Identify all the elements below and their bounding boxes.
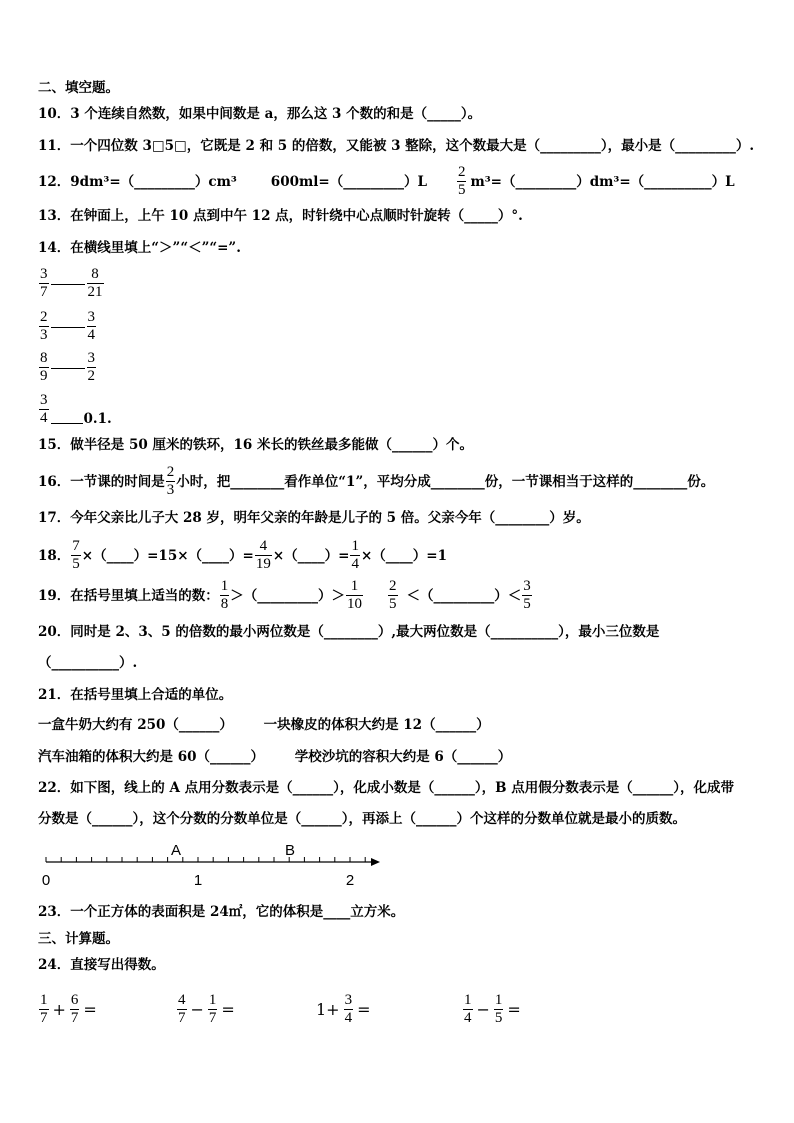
q21-item-milk: 一盒牛奶大约有 250（______） [38, 717, 233, 733]
q21-item-tank: 汽车油箱的体积大约是 60（______） [38, 749, 264, 765]
q19-part-b: ＞（_________）＞ [230, 587, 346, 604]
number-line-ticks [46, 857, 365, 862]
question-11: 11．一个四位数 3□5□，它既是 2 和 5 的倍数，又能被 3 整除，这个数最大是（_________），最小是（_________）. [38, 138, 755, 154]
q21-row-1 [38, 717, 490, 733]
c1-op: + [52, 1000, 66, 1019]
c2-frac-b: $\frac{1}{7}$ [208, 992, 217, 1026]
question-20-a: 20．同时是 2、3、5 的倍数的最小两位数是（________）,最大两位数是（__________），最小三位数是 [38, 624, 660, 640]
q14-r4-left: $\frac{3}{4}$ [40, 392, 48, 426]
q18-frac-1: $\frac{7}{5}$ [72, 538, 80, 572]
q16-part-a: 16．一节课的时间是 [38, 473, 165, 490]
point-b-label: B [284, 842, 296, 859]
c4-eq: = [507, 1000, 521, 1019]
number-line [30, 838, 390, 890]
question-24-title: 24．直接写出得数。 [38, 957, 165, 973]
q14-r1-blank [51, 284, 85, 285]
q21-item-eraser: 一块橡皮的体积大约是 12（______） [263, 717, 490, 733]
q14-r2-right: $\frac{3}{4}$ [87, 309, 95, 343]
q19-part-a: 19．在括号里填上适当的数： [38, 587, 219, 604]
q14-r3-blank [51, 368, 85, 369]
calc-item-1 [38, 992, 100, 1027]
q14-r1-left: $\frac{3}{7}$ [40, 266, 48, 300]
calc-item-4 [462, 992, 524, 1027]
q18-part-2: ×（____）= [272, 547, 350, 564]
c3-eq: = [357, 1000, 371, 1019]
c2-frac-a: $\frac{4}{7}$ [178, 992, 186, 1026]
q14-r2-left: $\frac{2}{3}$ [40, 309, 48, 343]
q12-fraction [457, 164, 467, 199]
tick-label-0: 0 [41, 872, 51, 889]
c1-frac-a: $\frac{1}{7}$ [40, 992, 48, 1026]
q18-part-1: ×（____）=15×（____）= [81, 547, 254, 564]
calc-item-3 [316, 992, 374, 1027]
question-15: 15．做半径是 50 厘米的铁环，16 米长的铁丝最多能做（______）个。 [38, 437, 473, 453]
q19-part-c: ＜（_________）＜ [406, 587, 522, 604]
question-10: 10．3 个连续自然数，如果中间数是 a，那么这 3 个数的和是（_____）。 [38, 106, 482, 122]
section-calc-title: 三、计算题。 [38, 931, 119, 947]
q12-part-c: m³=（_________）dm³=（__________）L [470, 173, 735, 190]
c4-frac-b: $\frac{1}{5}$ [494, 992, 503, 1026]
q16-part-b: 小时，把________看作单位“1”，平均分成________份，一节课相当于这样的________份。 [176, 473, 715, 490]
question-22-b: 分数是（______），这个分数的分数单位是（______），再添上（______）个这样的分数单位就是最小的质数。 [38, 811, 686, 827]
question-21-title: 21．在括号里填上合适的单位。 [38, 687, 233, 703]
q19-frac-1: $\frac{1}{8}$ [220, 578, 229, 612]
section-fill-title: 二、填空题。 [38, 80, 119, 96]
q14-r2-blank [51, 327, 85, 328]
q18-part-3: ×（____）=1 [360, 547, 447, 564]
question-23: 23．一个正方体的表面积是 24㎡，它的体积是____立方米。 [38, 904, 405, 920]
question-13: 13．在钟面上，上午 10 点到中午 12 点，时针绕中心点顺时针旋转（_____）°. [38, 208, 523, 224]
q14-row-2 [38, 309, 97, 344]
q18-label: 18． [38, 547, 71, 564]
question-12 [38, 164, 735, 199]
question-19 [38, 578, 533, 613]
number-line-arrow [371, 858, 380, 866]
c4-op: − [476, 1000, 490, 1019]
c3-frac-b: $\frac{3}{4}$ [344, 992, 353, 1026]
point-a-label: A [170, 842, 182, 859]
q14-r4-blank [51, 423, 83, 424]
q14-row-1 [38, 266, 105, 301]
tick-label-2: 2 [345, 872, 355, 889]
calc-item-2 [176, 992, 238, 1027]
q21-item-sandpit: 学校沙坑的容积大约是 6（______） [294, 749, 512, 765]
q12-frac-den: 5 [457, 182, 466, 198]
q18-frac-3: $\frac{1}{4}$ [351, 538, 359, 572]
tick-label-1: 1 [193, 872, 203, 889]
q21-row-2 [38, 749, 511, 765]
question-22-a: 22．如下图，线上的 A 点用分数表示是（______），化成小数是（______），B 点用假分数表示是（______），化成带 [38, 780, 735, 796]
q16-fraction: $\frac{2}{3}$ [166, 464, 175, 498]
question-18 [38, 538, 447, 573]
question-20-b: （__________）. [38, 655, 138, 671]
q19-frac-4: $\frac{3}{5}$ [523, 578, 531, 612]
q19-frac-3: $\frac{2}{5}$ [389, 578, 397, 612]
q14-row-4 [38, 392, 112, 427]
q14-r1-right: $\frac{8}{21}$ [87, 266, 103, 300]
c2-op: − [190, 1000, 204, 1019]
q18-frac-2: $\frac{4}{19}$ [255, 538, 271, 572]
q19-frac-2: $\frac{1}{10}$ [347, 578, 363, 612]
c1-eq: = [83, 1000, 97, 1019]
q14-r4-tail: 0.1. [83, 411, 112, 427]
c3-op: 1+ [316, 1000, 340, 1019]
c1-frac-b: $\frac{6}{7}$ [70, 992, 79, 1026]
question-16 [38, 464, 714, 499]
c2-eq: = [221, 1000, 235, 1019]
question-17: 17．今年父亲比儿子大 28 岁，明年父亲的年龄是儿子的 5 倍。父亲今年（________）岁。 [38, 510, 590, 526]
q12-part-a: 12．9dm³=（_________）cm³ [38, 173, 237, 190]
q14-row-3 [38, 350, 97, 385]
q12-frac-num: 2 [457, 164, 466, 180]
q14-r3-left: $\frac{8}{9}$ [40, 350, 48, 384]
q12-part-b: 600ml=（_________）L [270, 173, 427, 190]
c4-frac-a: $\frac{1}{4}$ [464, 992, 472, 1026]
question-14-title: 14．在横线里填上“＞”“＜”“=”. [38, 240, 241, 256]
q14-r3-right: $\frac{3}{2}$ [87, 350, 95, 384]
